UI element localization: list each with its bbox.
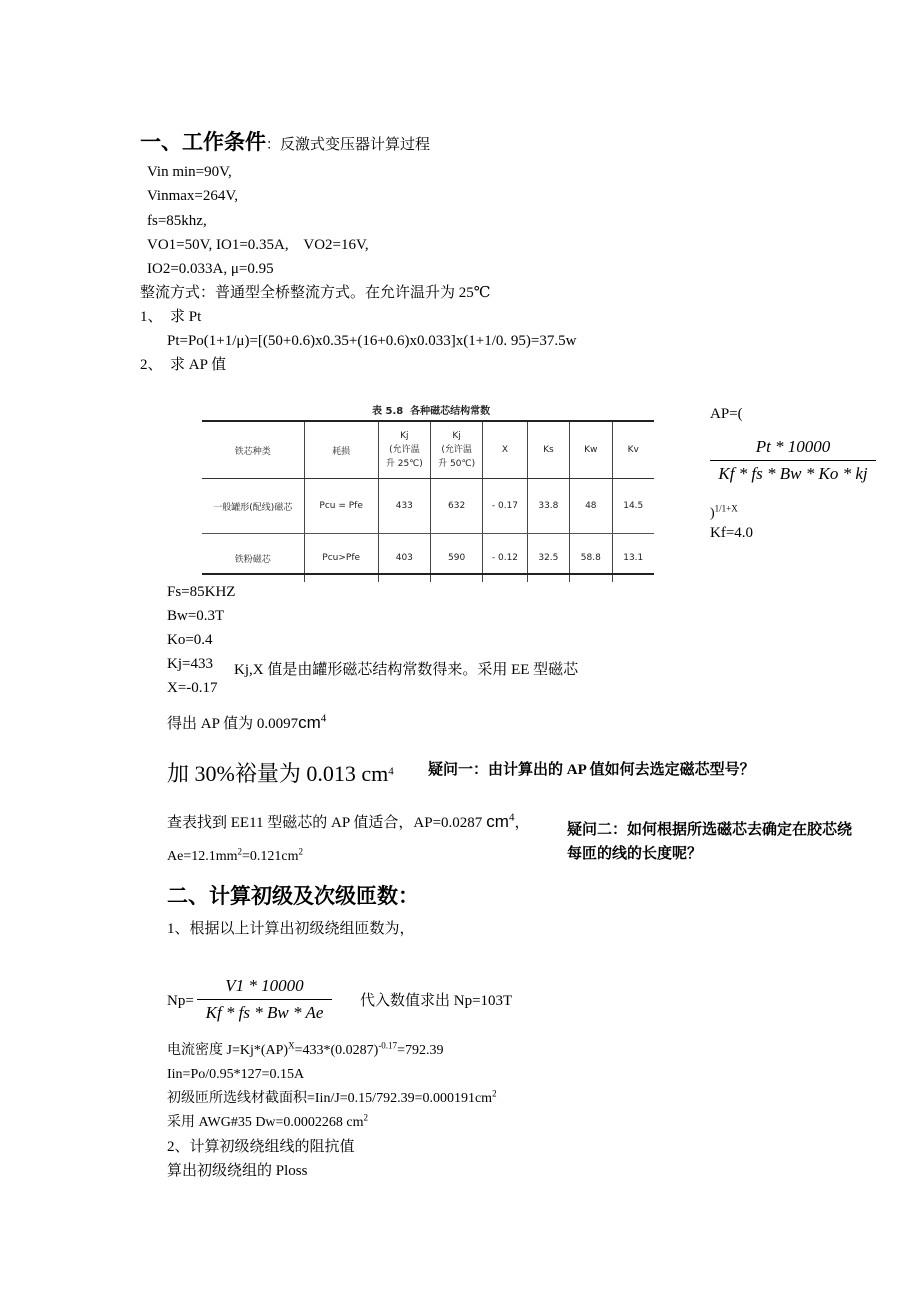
ap-result-text: 得出 AP 值为 0.0097 xyxy=(167,716,299,732)
ae-text-a: Ae=12.1mm xyxy=(167,849,238,864)
step2-title: 2、 求 AP 值 xyxy=(140,357,227,373)
question-one: 疑问一：由计算出的 AP 值如何去选定磁芯型号？ xyxy=(428,762,755,778)
param-line: X=-0.17 xyxy=(167,680,218,696)
ap-formula-exponent: 1/1+X xyxy=(714,503,738,514)
ap-formula-prefix: AP=( xyxy=(710,406,743,422)
table-cell: 32.5 xyxy=(527,534,569,583)
param-line: Bw=0.3T xyxy=(167,608,225,624)
param-line: Fs=85KHZ xyxy=(167,584,236,600)
j-mid: =433*(0.0287) xyxy=(294,1043,379,1058)
ap-formula-fraction xyxy=(710,437,876,484)
iin-line: Iin=Po/0.95*127=0.15A xyxy=(167,1067,305,1082)
ap-result-unit: cm xyxy=(298,713,321,732)
table-header-cell: Ks xyxy=(527,422,569,479)
wire-area-text: 初级匝所选线材截面积=Iin/J=0.15/792.39=0.000191cm xyxy=(167,1091,493,1106)
param-note: Kj,X 值是由罐形磁芯结构常数得来。采用 EE 型磁芯 xyxy=(234,662,579,678)
ae-line xyxy=(167,848,303,865)
condition-line: VO1=50V, IO1=0.35A, VO2=16V, xyxy=(147,237,369,253)
lookup-exp: 4 xyxy=(508,811,515,824)
table-cell: 590 xyxy=(430,534,482,583)
table-header-cell: Kv xyxy=(612,422,654,479)
table-header-cell: Kj (允许温 升 25℃) xyxy=(378,422,430,479)
table-cell: 433 xyxy=(378,479,430,534)
j-end: =792.39 xyxy=(397,1043,444,1058)
ae-text-b: =0.121cm xyxy=(242,849,299,864)
j-exp2: -0.17 xyxy=(378,1040,398,1051)
np-formula-fraction xyxy=(197,976,332,1023)
table-cell: - 0.17 xyxy=(483,479,527,534)
table-cell: 13.1 xyxy=(612,534,654,583)
table-cell: 一般罐形(配线)磁芯 xyxy=(202,479,304,534)
table-cell: Pcu>Pfe xyxy=(304,534,378,583)
np-result: 代入数值求出 Np=103T xyxy=(360,993,513,1009)
np-denominator: Kf * fs * Bw * Ae xyxy=(205,1003,324,1022)
table-row xyxy=(202,479,654,534)
awg-text: 采用 AWG#35 Dw=0.0002268 cm xyxy=(167,1115,364,1130)
table-cell: 403 xyxy=(378,534,430,583)
section1-heading: 一、工作条件 xyxy=(140,130,266,154)
fraction-bar xyxy=(710,460,876,461)
table-header-cell: Kw xyxy=(570,422,612,479)
j-exp1: X xyxy=(288,1040,295,1051)
ap-result-line xyxy=(167,713,326,733)
table-header-row xyxy=(202,422,654,479)
section1-subtitle: 反激式变压器计算过程 xyxy=(280,137,431,153)
condition-line: Vinmax=264V, xyxy=(147,188,239,204)
condition-line: IO2=0.033A, μ=0.95 xyxy=(147,261,274,277)
question-two-line1: 疑问二：如何根据所选磁芯去确定在胶芯绕 xyxy=(567,822,853,838)
ploss-line: 算出初级绕组的 Ploss xyxy=(167,1163,308,1179)
table-bottom-rule xyxy=(202,573,654,575)
margin-line xyxy=(167,757,394,788)
ap-formula-suffix-line xyxy=(710,505,738,522)
ap-result-exp: 4 xyxy=(320,712,327,725)
param-line: Ko=0.4 xyxy=(167,632,213,648)
j-text: 电流密度 J=Kj*(AP) xyxy=(167,1043,289,1058)
table-cell: 58.8 xyxy=(570,534,612,583)
table-cell: 14.5 xyxy=(612,479,654,534)
fraction-bar xyxy=(197,999,332,1000)
table-cell: 632 xyxy=(430,479,482,534)
lookup-unit: cm xyxy=(486,812,509,831)
awg-exp: 2 xyxy=(363,1112,369,1123)
heading-colon: ： xyxy=(266,138,280,153)
pt-formula: Pt=Po(1+1/μ)=[(50+0.6)x0.35+(16+0.6)x0.033]x(1+1/0. 95)=37.5w xyxy=(167,333,577,349)
table-header-cell: X xyxy=(483,422,527,479)
lookup-line xyxy=(167,812,529,832)
step1-title: 1、 求 Pt xyxy=(140,309,202,325)
table-cell: 铁粉磁芯 xyxy=(234,554,271,565)
question-two-line2: 每匝的线的长度呢？ xyxy=(567,846,703,862)
condition-line: fs=85khz, xyxy=(147,213,207,229)
table-cell: 33.8 xyxy=(527,479,569,534)
section2-step2: 2、计算初级绕组线的阻抗值 xyxy=(167,1139,355,1155)
param-line: Kj=433 xyxy=(167,656,213,672)
condition-line: Vin min=90V, xyxy=(147,164,232,180)
core-constants-table xyxy=(202,422,654,582)
kf-value: Kf=4.0 xyxy=(710,525,754,541)
margin-text: 加 30%裕量为 0.013 cm xyxy=(167,761,389,786)
np-label: Np= xyxy=(167,993,194,1009)
ae-exp2: 2 xyxy=(298,846,303,857)
section1-heading-line xyxy=(140,126,430,156)
ap-formula-numerator: Pt * 10000 xyxy=(755,437,831,456)
ae-exp1: 2 xyxy=(237,846,242,857)
ap-formula-denominator: Kf * fs * Bw * Ko * kj xyxy=(718,464,868,483)
section2-heading: 二、计算初级及次级匝数： xyxy=(167,884,419,908)
table-header-cell: 耗损 xyxy=(304,422,378,479)
lookup-text: 查表找到 EE11 型磁芯的 AP 值适合，AP=0.0287 xyxy=(167,815,483,831)
margin-exp: 4 xyxy=(388,765,394,778)
table-cell: Pcu = Pfe xyxy=(304,479,378,534)
current-density-line xyxy=(167,1042,443,1059)
table-cell: 48 xyxy=(570,479,612,534)
wire-area-line xyxy=(167,1090,497,1107)
rectifier-text: 整流方式：普通型全桥整流方式。在允许温升为 25℃ xyxy=(140,285,491,301)
ap-formula-suffix: ) xyxy=(710,506,715,521)
awg-line xyxy=(167,1114,368,1131)
table-header-cell: Kj (允许温 升 50℃) xyxy=(430,422,482,479)
lookup-comma: ， xyxy=(514,815,530,831)
np-numerator: V1 * 10000 xyxy=(225,976,304,995)
table-caption: 表 5.8 各种磁芯结构常数 xyxy=(372,406,491,417)
table-header-cell: 铁芯种类 xyxy=(202,422,304,479)
table-cell: - 0.12 xyxy=(483,534,527,583)
wire-area-exp: 2 xyxy=(492,1088,497,1099)
section2-step1: 1、根据以上计算出初级绕组匝数为， xyxy=(167,921,415,937)
